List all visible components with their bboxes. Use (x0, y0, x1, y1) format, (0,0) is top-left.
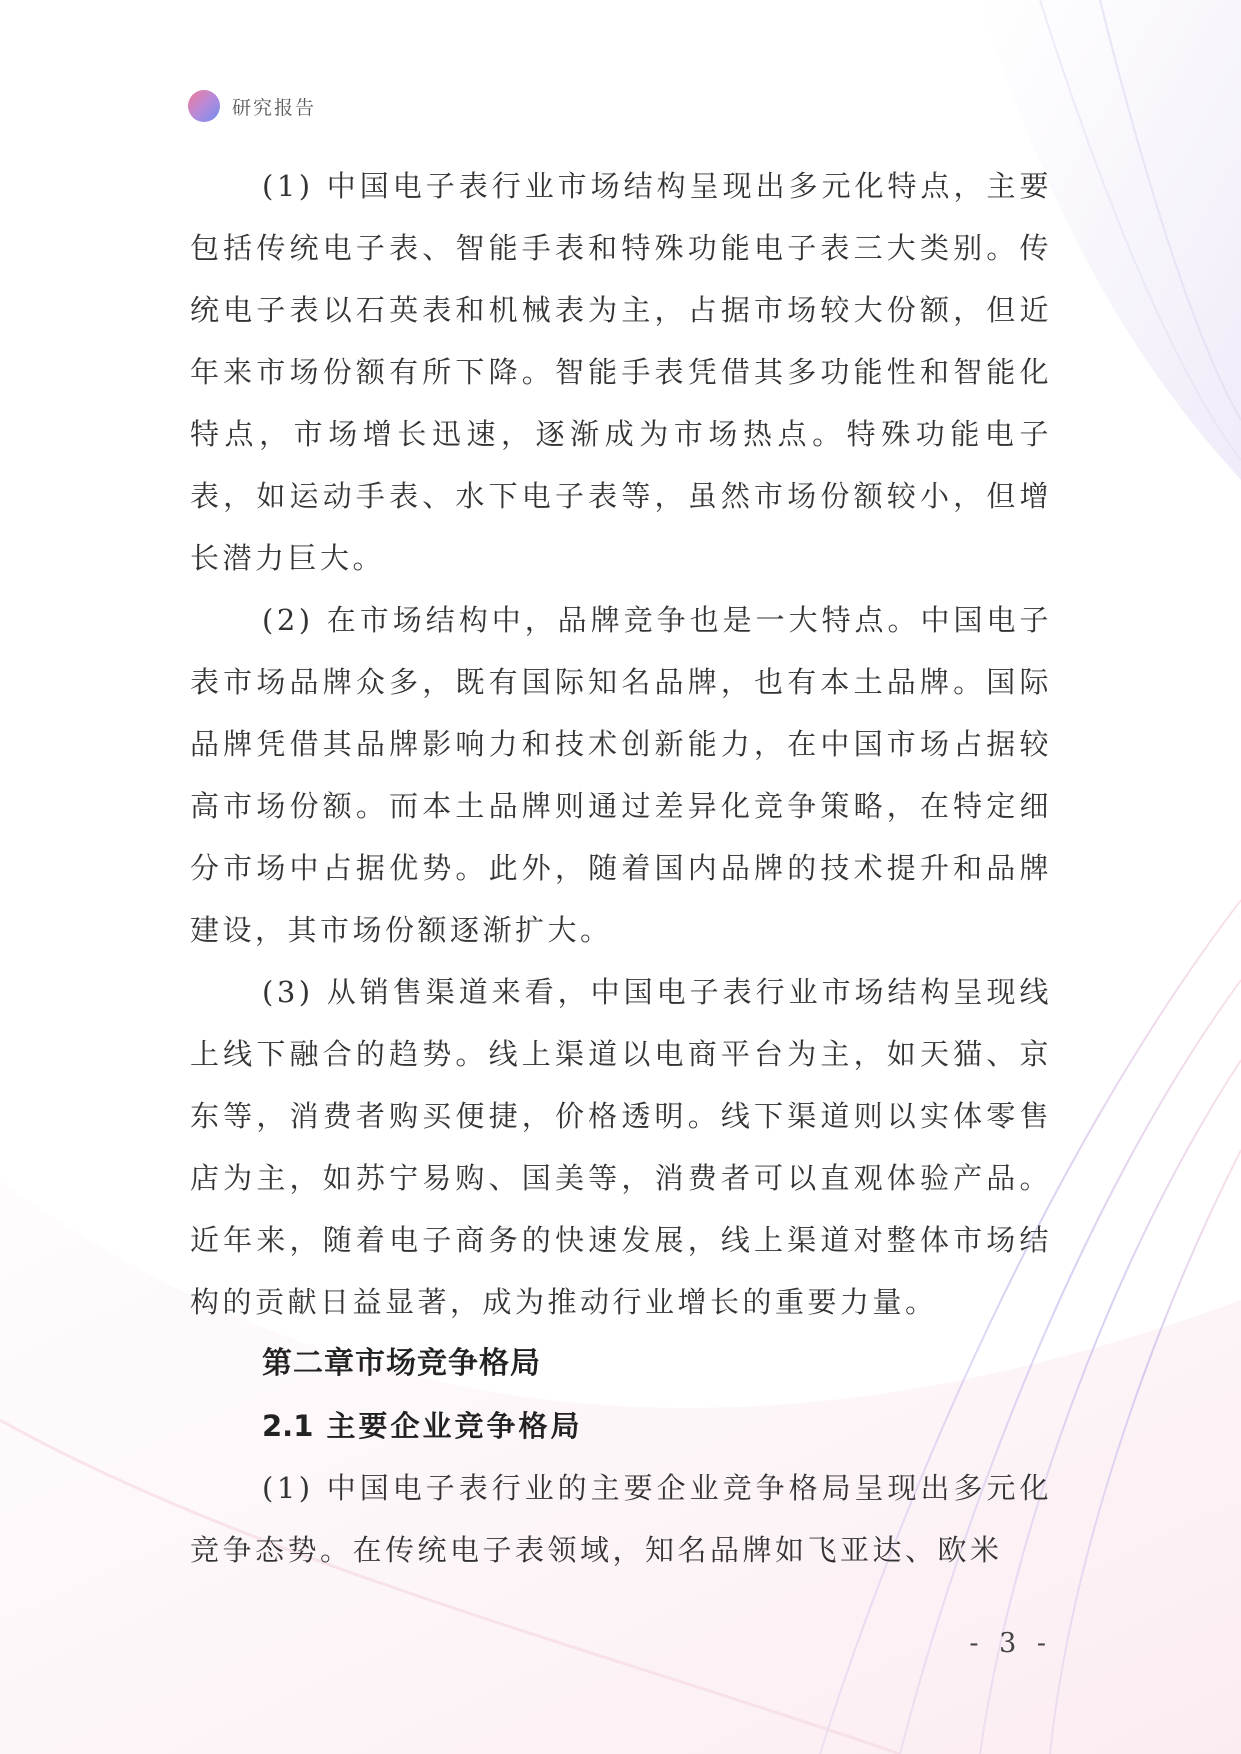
paragraph-3: (3) 从销售渠道来看，中国电子表行业市场结构呈现线上线下融合的趋势。线上渠道以电商平台为主，如天猫、京东等，消费者购买便捷，价格透明。线下渠道则以实体零售店为主，如苏宁易购、国美等，消费者可以直观体验产品。近年来，随着电子商务的快速发展，线上渠道对整体市场结构的贡献日益显著，成为推动行业增长的重要力量。 (190, 975, 1052, 1319)
paragraph-4: (1) 中国电子表行业的主要企业竞争格局呈现出多元化竞争态势。在传统电子表领域，知名品牌如飞亚达、欧米 (190, 1471, 1052, 1567)
section-title: 主要企业竞争格局 (326, 1409, 583, 1443)
chapter-title: 第二章市场竞争格局 (262, 1346, 541, 1381)
section-heading (190, 1395, 1052, 1457)
logo-circle-icon (188, 90, 220, 122)
document-body (190, 155, 1052, 1581)
paragraph-2: (2) 在市场结构中，品牌竞争也是一大特点。中国电子表市场品牌众多，既有国际知名品牌，也有本土品牌。国际品牌凭借其品牌影响力和技术创新能力，在中国市场占据较高市场份额。而本土品牌则通过差异化竞争策略，在特定细分市场中占据优势。此外，随着国内品牌的技术提升和品牌建设，其市场份额逐渐扩大。 (190, 603, 1052, 947)
paragraph-1: (1) 中国电子表行业市场结构呈现出多元化特点，主要包括传统电子表、智能手表和特殊功能电子表三大类别。传统电子表以石英表和机械表为主，占据市场较大份额，但近年来市场份额有所下降。智能手表凭借其多功能性和智能化特点，市场增长迅速，逐渐成为市场热点。特殊功能电子表，如运动手表、水下电子表等，虽然市场份额较小，但增长潜力巨大。 (190, 169, 1052, 575)
header-title: 研究报告 (232, 96, 317, 119)
report-header (188, 89, 316, 123)
section-number: 2.1 (262, 1409, 314, 1443)
page-number: - 3 - (969, 1628, 1052, 1659)
